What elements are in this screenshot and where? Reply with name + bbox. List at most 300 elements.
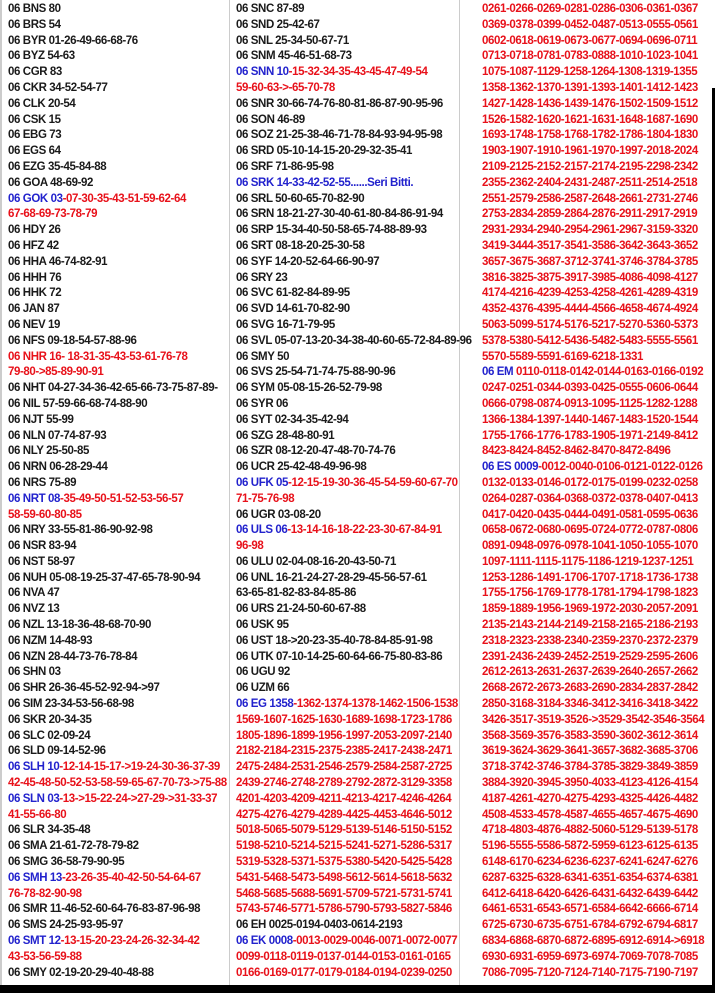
code-text-segment: 67-68-69-73-78-79 xyxy=(8,208,98,221)
code-text-segment: 0099-0118-0119-0137-0144-0153-0161-0165 xyxy=(236,950,451,963)
code-text-segment: 06 CSK 15 xyxy=(8,113,61,126)
code-text-segment: 06 EK 0008 xyxy=(236,935,293,948)
code-line xyxy=(8,934,227,950)
code-text-segment: 0261-0266-0269-0281-0286-0306-0361-0367 xyxy=(482,3,698,15)
code-line xyxy=(8,255,227,271)
code-text-segment: 06 SYF 14-20-52-64-66-90-97 xyxy=(236,255,380,268)
code-text-segment: -0012-0040-0106-0121-0122-0126 xyxy=(538,461,703,474)
code-text-segment: 1859-1889-1956-1969-1972-2030-2057-2091 xyxy=(482,603,698,616)
code-text-segment: 06 EM xyxy=(482,366,514,379)
code-text-segment: 06 NZL 13-18-36-48-68-70-90 xyxy=(8,619,152,632)
code-line xyxy=(8,350,227,366)
code-line xyxy=(236,365,472,381)
code-line xyxy=(236,697,472,713)
code-line xyxy=(236,792,472,808)
code-text-segment: 63-65-81-82-83-84-85-86 xyxy=(236,587,356,600)
code-line xyxy=(8,160,227,176)
code-text-segment: 0891-0948-0976-0978-1041-1050-1055-1070 xyxy=(482,540,698,553)
code-line xyxy=(8,539,227,555)
code-text-segment: 2551-2579-2586-2587-2648-2661-2731-2746 xyxy=(482,192,698,205)
code-text-segment: 43-53-56-59-88 xyxy=(8,950,82,963)
code-line xyxy=(8,239,227,255)
code-line xyxy=(236,760,472,776)
code-column-middle xyxy=(236,2,472,981)
code-line xyxy=(236,239,472,255)
code-text-segment: 4508-4533-4578-4587-4655-4657-4675-4690 xyxy=(482,808,698,821)
code-text-segment: 06 SMG 36-58-79-90-95 xyxy=(8,856,125,869)
code-text-segment: 0264-0287-0364-0368-0372-0378-0407-0413 xyxy=(482,492,698,505)
code-text-segment: 06 SMY 02-19-20-29-40-48-88 xyxy=(8,966,154,979)
code-text-segment: 7086-7095-7120-7124-7140-7175-7190-7197 xyxy=(482,966,698,979)
code-text-segment: 06 NRN 06-28-29-44 xyxy=(8,461,108,474)
code-line xyxy=(8,2,227,18)
code-text-segment: 06 EH 0025-0194-0403-0614-2193 xyxy=(236,919,403,932)
code-line xyxy=(8,397,227,413)
code-text-segment: -23-26-35-40-42-50-54-64-67 xyxy=(61,871,201,884)
code-line xyxy=(482,397,704,413)
code-line xyxy=(236,744,472,760)
code-text-segment: 2850-3168-3184-3346-3412-3416-3418-3422 xyxy=(482,698,698,711)
code-text-segment: 06 SLD 09-14-52-96 xyxy=(8,745,106,758)
code-line xyxy=(8,144,227,160)
code-line xyxy=(236,808,472,824)
code-line xyxy=(8,618,227,634)
code-line xyxy=(8,966,227,982)
code-text-segment: 06 SNC 87-89 xyxy=(236,3,305,15)
code-text-segment: 1358-1362-1370-1391-1393-1401-1412-1423 xyxy=(482,81,698,94)
code-text-segment: 06 NLY 25-50-85 xyxy=(8,445,89,458)
code-text-segment: 06 NEV 19 xyxy=(8,318,61,331)
code-text-segment: 06 EG 1358 xyxy=(236,698,294,711)
code-text-segment: 06 NZN 28-44-73-76-78-84 xyxy=(8,650,138,663)
code-line xyxy=(482,681,704,697)
code-line xyxy=(482,539,704,555)
code-line xyxy=(8,97,227,113)
code-text-segment: 06 NHT 04-27-34-36-42-65-66-73-75-87-89- xyxy=(8,382,218,395)
code-line xyxy=(8,318,227,334)
code-line xyxy=(8,334,227,350)
code-text-segment: 06 UST 18->20-23-35-40-78-84-85-91-98 xyxy=(236,634,433,647)
code-text-segment: 2753-2834-2859-2864-2876-2911-2917-2919 xyxy=(482,208,698,221)
code-text-segment: 2355-2362-2404-2431-2487-2511-2514-2518 xyxy=(482,176,698,189)
code-text-segment: 06 SLC 02-09-24 xyxy=(8,729,91,742)
code-text-segment: 06 UCR 25-42-48-49-96-98 xyxy=(236,461,367,474)
code-line xyxy=(482,508,704,524)
code-text-segment: 1693-1748-1758-1768-1782-1786-1804-1830 xyxy=(482,129,698,142)
code-text-segment: 06 CLK 20-54 xyxy=(8,97,76,110)
code-line xyxy=(8,223,227,239)
code-line xyxy=(482,571,704,587)
code-line xyxy=(482,744,704,760)
code-text-segment: 06 SZR 08-12-20-47-48-70-74-76 xyxy=(236,445,396,458)
code-text-segment: 6725-6730-6735-6751-6784-6792-6794-6817 xyxy=(482,919,698,932)
code-text-segment: 06 HFZ 42 xyxy=(8,239,59,252)
code-text-segment: 06 SNR 30-66-74-76-80-81-86-87-90-95-96 xyxy=(236,97,443,110)
code-line xyxy=(8,918,227,934)
code-line xyxy=(482,555,704,571)
code-line xyxy=(236,429,472,445)
code-text-segment: 2668-2672-2673-2683-2690-2834-2837-2842 xyxy=(482,682,698,695)
code-line xyxy=(236,397,472,413)
code-line xyxy=(8,571,227,587)
code-line xyxy=(236,334,472,350)
code-line xyxy=(482,618,704,634)
code-line xyxy=(236,902,472,918)
code-line xyxy=(8,286,227,302)
code-text-segment: 0247-0251-0344-0393-0425-0555-0606-0644 xyxy=(482,382,698,395)
code-line xyxy=(482,839,704,855)
code-text-segment: 06 NVZ 13 xyxy=(8,603,60,616)
code-line xyxy=(8,839,227,855)
code-line xyxy=(236,571,472,587)
code-line xyxy=(482,302,704,318)
code-text-segment: 2931-2934-2940-2954-2961-2967-3159-3320 xyxy=(482,224,698,237)
code-line xyxy=(236,18,472,34)
code-text-segment: 5198-5210-5214-5215-5241-5271-5286-5317 xyxy=(236,840,452,853)
code-text-segment: 06 NZM 14-48-93 xyxy=(8,634,93,647)
code-line xyxy=(8,176,227,192)
code-text-segment: 06 HHK 72 xyxy=(8,287,62,300)
code-line xyxy=(482,350,704,366)
code-text-segment: 06 SNN 10 xyxy=(236,66,289,79)
code-line xyxy=(236,271,472,287)
code-text-segment: 96-98 xyxy=(236,540,264,553)
code-line xyxy=(482,776,704,792)
code-text-segment: 1755-1766-1776-1783-1905-1971-2149-8412 xyxy=(482,429,698,442)
code-line xyxy=(236,460,472,476)
code-text-segment: 1097-1111-1115-1175-1186-1219-1237-1251 xyxy=(482,555,694,568)
code-text-segment: 06 ULS 06 xyxy=(236,524,288,537)
code-text-segment: 3619-3624-3629-3641-3657-3682-3685-3706 xyxy=(482,745,698,758)
code-line xyxy=(8,207,227,223)
code-line xyxy=(8,65,227,81)
code-text-segment: 0713-0718-0781-0783-0888-1010-1023-1041 xyxy=(482,50,698,63)
code-text-segment: 5743-5746-5771-5786-5790-5793-5827-5846 xyxy=(236,903,452,916)
code-line xyxy=(236,492,472,508)
code-line xyxy=(8,429,227,445)
code-text-segment: 06 SVG 16-71-79-95 xyxy=(236,318,335,331)
code-line xyxy=(8,476,227,492)
code-text-segment: 6412-6418-6420-6426-6431-6432-6439-6442 xyxy=(482,887,698,900)
code-line xyxy=(8,729,227,745)
code-line xyxy=(236,776,472,792)
code-text-segment: 06 SRF 71-86-95-98 xyxy=(236,160,334,173)
code-line xyxy=(8,113,227,129)
code-line xyxy=(482,887,704,903)
code-line xyxy=(236,350,472,366)
code-line xyxy=(8,634,227,650)
code-text-segment: 06 EGS 64 xyxy=(8,145,61,158)
code-line xyxy=(236,966,472,982)
code-line xyxy=(482,855,704,871)
code-line xyxy=(8,271,227,287)
code-line xyxy=(236,523,472,539)
code-line xyxy=(236,65,472,81)
code-text-segment: 3426-3517-3519-3526->3529-3542-3546-3564 xyxy=(482,713,705,726)
code-line xyxy=(236,555,472,571)
code-text-segment: 06 SRD 05-10-14-15-20-29-32-35-41 xyxy=(236,145,413,158)
code-line xyxy=(8,760,227,776)
code-line xyxy=(8,902,227,918)
code-line xyxy=(482,650,704,666)
code-line xyxy=(8,665,227,681)
code-line xyxy=(236,81,472,97)
code-text-segment: 06 SRN 18-21-27-30-40-61-80-84-86-91-94 xyxy=(236,208,443,221)
code-text-segment: 1366-1384-1397-1440-1467-1483-1520-1544 xyxy=(482,413,698,426)
code-text-segment: 1569-1607-1625-1630-1689-1698-1723-1786 xyxy=(236,713,452,726)
code-text-segment: 2182-2184-2315-2375-2385-2417-2438-2471 xyxy=(236,745,452,758)
code-line xyxy=(236,918,472,934)
code-text-segment: -1362-1374-1378-1462-1506-1538 xyxy=(293,698,458,711)
code-line xyxy=(236,192,472,208)
code-text-segment: 6461-6531-6543-6571-6584-6642-6666-6714 xyxy=(482,903,698,916)
code-line xyxy=(236,413,472,429)
code-text-segment: 3718-3742-3746-3784-3785-3829-3849-3859 xyxy=(482,761,698,774)
code-text-segment: 0166-0169-0177-0179-0184-0194-0239-0250 xyxy=(236,966,452,979)
code-line xyxy=(482,586,704,602)
code-line xyxy=(482,729,704,745)
code-line xyxy=(482,476,704,492)
code-line xyxy=(482,902,704,918)
column-separator-1 xyxy=(229,0,230,993)
code-text-segment: 0602-0618-0619-0673-0677-0694-0696-0711 xyxy=(482,34,698,47)
code-column-right xyxy=(482,2,704,981)
code-line xyxy=(482,492,704,508)
code-line xyxy=(236,97,472,113)
code-text-segment: 06 SMS 24-25-93-95-97 xyxy=(8,919,123,932)
code-line xyxy=(8,776,227,792)
code-text-segment: 06 SRK 14-33-42-52-55......Seri Bitti. xyxy=(236,176,414,189)
code-text-segment: 6287-6325-6328-6341-6351-6354-6374-6381 xyxy=(482,871,698,884)
code-line xyxy=(482,918,704,934)
code-line xyxy=(236,681,472,697)
code-line xyxy=(8,523,227,539)
code-line xyxy=(236,618,472,634)
code-text-segment: 06 NVA 47 xyxy=(8,587,60,600)
code-text-segment: 06 URS 21-24-50-60-67-88 xyxy=(236,603,366,616)
code-text-segment: 06 SRT 08-18-20-25-30-58 xyxy=(236,239,365,252)
code-text-segment: 06 NHR 16- 18-31-35-43-53-61-76-78 xyxy=(8,350,188,363)
code-line xyxy=(8,18,227,34)
code-line xyxy=(482,239,704,255)
code-line xyxy=(482,192,704,208)
code-line xyxy=(482,144,704,160)
code-text-segment: 1253-1286-1491-1706-1707-1718-1736-1738 xyxy=(482,571,698,584)
code-line xyxy=(8,555,227,571)
code-line xyxy=(236,128,472,144)
code-line xyxy=(8,586,227,602)
code-text-segment: 06 SMA 21-61-72-78-79-82 xyxy=(8,840,139,853)
code-line xyxy=(8,81,227,97)
code-text-segment: 06 SVD 14-61-70-82-90 xyxy=(236,303,350,316)
code-line xyxy=(236,729,472,745)
code-text-segment: 06 NLN 07-74-87-93 xyxy=(8,429,107,442)
code-line xyxy=(236,508,472,524)
code-line xyxy=(8,855,227,871)
code-text-segment: 2475-2484-2531-2546-2579-2584-2587-2725 xyxy=(236,761,452,774)
code-line xyxy=(8,508,227,524)
code-text-segment: 0132-0133-0146-0172-0175-0199-0232-0258 xyxy=(482,476,698,489)
code-text-segment: 06 SVC 61-82-84-89-95 xyxy=(236,287,350,300)
code-text-segment: 06 NJT 55-99 xyxy=(8,413,74,426)
code-line xyxy=(236,302,472,318)
code-line xyxy=(482,18,704,34)
code-text-segment: 06 SOZ 21-25-38-46-71-78-84-93-94-95-98 xyxy=(236,129,443,142)
code-text-segment: 06 SRY 23 xyxy=(236,271,288,284)
code-line xyxy=(482,760,704,776)
code-text-segment: 06 BRS 54 xyxy=(8,18,61,31)
code-text-segment: 06 SVS 25-54-71-74-75-88-90-96 xyxy=(236,366,396,379)
code-line xyxy=(8,413,227,429)
code-line xyxy=(236,634,472,650)
code-line xyxy=(8,808,227,824)
code-line xyxy=(8,49,227,65)
code-line xyxy=(482,444,704,460)
code-text-segment: -13-14-16-18-22-23-30-67-84-91 xyxy=(287,524,442,537)
code-text-segment: 06 NUH 05-08-19-25-37-47-65-78-90-94 xyxy=(8,571,201,584)
code-line xyxy=(482,871,704,887)
code-text-segment: -07-30-35-43-51-59-62-64 xyxy=(62,192,186,205)
bottom-border xyxy=(0,985,715,993)
code-text-segment: 06 NIL 57-59-66-68-74-88-90 xyxy=(8,397,148,410)
code-text-segment: 06 SHN 03 xyxy=(8,666,61,679)
code-line xyxy=(8,792,227,808)
code-text-segment: 06 SLH 10 xyxy=(8,761,60,774)
code-line xyxy=(236,713,472,729)
code-text-segment: 3568-3569-3576-3583-3590-3602-3612-3614 xyxy=(482,729,698,742)
code-text-segment: 1755-1756-1769-1778-1781-1794-1798-1823 xyxy=(482,587,698,600)
code-line xyxy=(236,318,472,334)
code-text-segment: 06 CGR 83 xyxy=(8,66,62,79)
code-line xyxy=(236,650,472,666)
code-text-segment: 6930-6931-6959-6973-6974-7069-7078-7085 xyxy=(482,950,698,963)
code-text-segment: 06 UFK 05 xyxy=(236,476,289,489)
code-text-segment: 06 HHH 76 xyxy=(8,271,62,284)
code-text-segment: 3816-3825-3875-3917-3985-4086-4098-4127 xyxy=(482,271,698,284)
code-text-segment: 42-45-48-50-52-53-58-59-65-67-70-73->75-88 xyxy=(8,777,227,790)
code-line xyxy=(482,792,704,808)
code-text-segment: 1903-1907-1910-1961-1970-1997-2018-2024 xyxy=(482,145,698,158)
code-line xyxy=(482,271,704,287)
code-text-segment: 76-78-82-90-98 xyxy=(8,887,82,900)
code-text-segment: 06 UZM 66 xyxy=(236,682,290,695)
code-line xyxy=(8,871,227,887)
code-line xyxy=(8,697,227,713)
code-text-segment: -13->15-22-24->27-29->31-33-37 xyxy=(59,792,218,805)
code-text-segment: 2391-2436-2439-2452-2519-2529-2595-2606 xyxy=(482,650,698,663)
code-line xyxy=(8,492,227,508)
code-text-segment: 4187-4261-4270-4275-4293-4325-4426-4482 xyxy=(482,792,698,805)
code-line xyxy=(482,176,704,192)
code-text-segment: 06 SHR 26-36-45-52-92-94->97 xyxy=(8,682,160,695)
code-text-segment: 2439-2746-2748-2789-2792-2872-3129-3358 xyxy=(236,777,452,790)
code-line xyxy=(236,255,472,271)
code-line xyxy=(8,650,227,666)
code-text-segment: -15-32-34-35-43-45-47-49-54 xyxy=(288,66,428,79)
code-text-segment: 5319-5328-5371-5375-5380-5420-5425-5428 xyxy=(236,856,452,869)
code-line xyxy=(482,81,704,97)
code-text-segment: 5570-5589-5591-6169-6218-1331 xyxy=(482,350,644,363)
code-line xyxy=(482,34,704,50)
code-line xyxy=(236,476,472,492)
code-line xyxy=(236,855,472,871)
code-line xyxy=(236,871,472,887)
code-text-segment: 5018-5065-5079-5129-5139-5146-5150-5152 xyxy=(236,824,452,837)
code-text-segment: 2318-2323-2338-2340-2359-2370-2372-2379 xyxy=(482,634,698,647)
code-text-segment: 06 SON 46-89 xyxy=(236,113,305,126)
code-line xyxy=(8,950,227,966)
code-text-segment: 1427-1428-1436-1439-1476-1502-1509-1512 xyxy=(482,97,698,110)
code-text-segment: -12-15-19-30-36-45-54-59-60-67-70 xyxy=(288,476,458,489)
code-line xyxy=(482,160,704,176)
code-text-segment: 06 SIM 23-34-53-56-68-98 xyxy=(8,698,134,711)
code-text-segment: 06 UNL 16-21-24-27-28-29-45-56-57-61 xyxy=(236,571,427,584)
code-text-segment: 5063-5099-5174-5176-5217-5270-5360-5373 xyxy=(482,318,698,331)
code-text-segment: 06 SVL 05-07-13-20-34-38-40-60-65-72-84-89-96 xyxy=(236,334,472,347)
left-border-line xyxy=(0,0,2,993)
code-line xyxy=(482,634,704,650)
code-line xyxy=(8,302,227,318)
code-line xyxy=(236,2,472,18)
code-text-segment: 58-59-60-80-85 xyxy=(8,508,82,521)
code-line xyxy=(236,49,472,65)
code-line xyxy=(482,207,704,223)
code-line xyxy=(482,318,704,334)
code-text-segment: 06 SMH 13 xyxy=(8,871,62,884)
code-line xyxy=(8,823,227,839)
code-text-segment: 06 EBG 73 xyxy=(8,129,62,142)
code-text-segment: 06 SZG 28-48-80-91 xyxy=(236,429,335,442)
code-text-segment: 0110-0118-0142-0144-0163-0166-0192 xyxy=(513,366,704,379)
code-line xyxy=(236,444,472,460)
code-line xyxy=(236,113,472,129)
code-text-segment: 6148-6170-6234-6236-6237-6241-6247-6276 xyxy=(482,856,698,869)
code-text-segment: 06 NRT 08 xyxy=(8,492,61,505)
code-text-segment: 5431-5468-5473-5498-5612-5614-5618-5632 xyxy=(236,871,452,884)
code-text-segment: 06 SYM 05-08-15-26-52-79-98 xyxy=(236,382,382,395)
code-text-segment: 4275-4276-4279-4289-4425-4453-4646-5012 xyxy=(236,808,452,821)
code-text-segment: 06 HHA 46-74-82-91 xyxy=(8,255,108,268)
code-line xyxy=(8,128,227,144)
code-line xyxy=(8,365,227,381)
code-text-segment: 5468-5685-5688-5691-5709-5721-5731-5741 xyxy=(236,887,452,900)
code-line xyxy=(8,460,227,476)
code-line xyxy=(482,413,704,429)
code-text-segment: 06 CKR 34-52-54-77 xyxy=(8,81,108,94)
code-text-segment: 06 USK 95 xyxy=(236,619,289,632)
code-text-segment: 06 SRP 15-34-40-50-58-65-74-88-89-93 xyxy=(236,224,427,237)
code-line xyxy=(482,808,704,824)
code-text-segment: 59-60-63->-65-70-78 xyxy=(236,81,335,94)
code-text-segment: 06 NRY 33-55-81-86-90-92-98 xyxy=(8,524,153,537)
code-line xyxy=(236,602,472,618)
code-text-segment: 06 NSR 83-94 xyxy=(8,540,77,553)
code-text-segment: 06 SMR 11-46-52-60-64-76-83-87-96-98 xyxy=(8,903,201,916)
code-text-segment: 06 ES 0009 xyxy=(482,461,539,474)
code-line xyxy=(8,34,227,50)
code-line xyxy=(482,429,704,445)
code-line xyxy=(8,381,227,397)
code-line xyxy=(236,839,472,855)
code-text-segment: 06 NRS 75-89 xyxy=(8,476,77,489)
code-line xyxy=(482,97,704,113)
code-text-segment: 06 UGR 03-08-20 xyxy=(236,508,321,521)
code-line xyxy=(482,934,704,950)
code-text-segment: 4174-4216-4239-4253-4258-4261-4289-4319 xyxy=(482,287,698,300)
code-text-segment: 41-55-66-80 xyxy=(8,808,67,821)
code-text-segment: 06 SMT 12 xyxy=(8,935,61,948)
code-line xyxy=(482,966,704,982)
